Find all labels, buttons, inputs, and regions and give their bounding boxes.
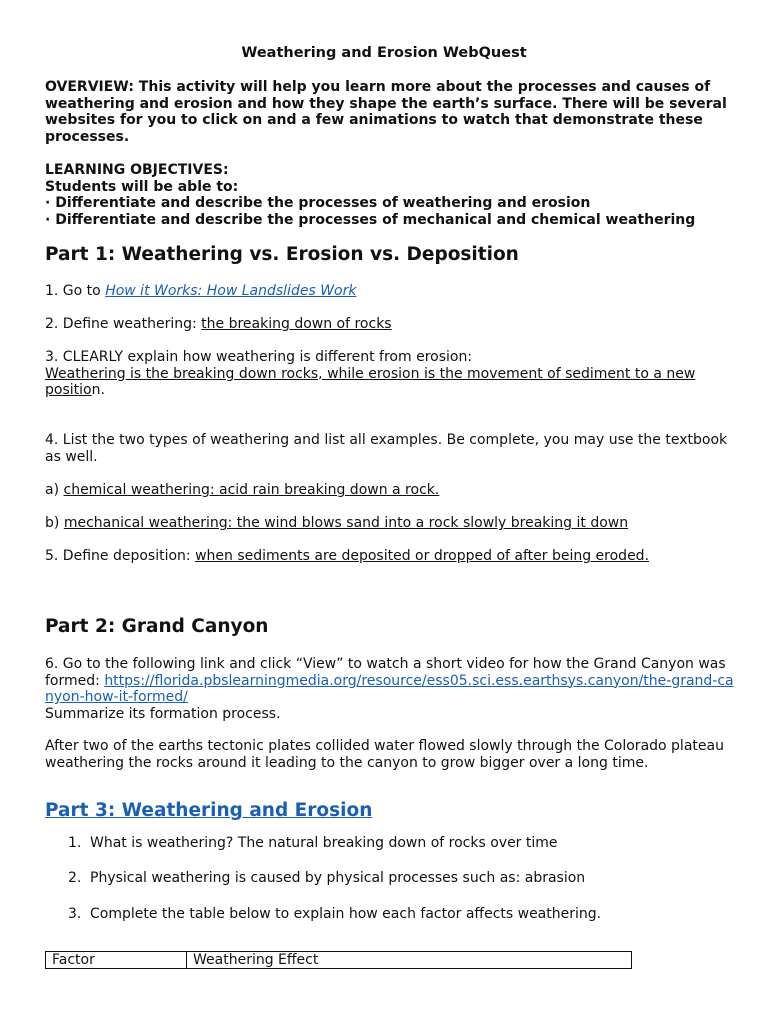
objectives-intro: Students will be able to: xyxy=(45,178,239,195)
question-6-text: 6. Go to the following link and click “View” to watch a short video for how the Grand Canyon was formed: xyxy=(45,656,726,689)
question-4a-prefix: a) xyxy=(45,482,64,498)
list-item-text: Physical weathering is caused by physical processes such as: abrasion xyxy=(90,870,586,886)
question-4b xyxy=(45,515,735,532)
question-6-answer: After two of the earths tectonic plates collided water flowed slowly through the Colorado plateau weathering the rocks around it leading to the canyon to grow bigger over a long time. xyxy=(45,738,724,771)
question-6-instruction: Summarize its formation process. xyxy=(45,705,281,722)
question-1 xyxy=(45,283,735,300)
question-4b-prefix: b) xyxy=(45,515,64,531)
question-3-answer-tail: n. xyxy=(91,382,105,399)
question-5-answer: when sediments are deposited or dropped of after being eroded. xyxy=(195,548,650,564)
document-title: Weathering and Erosion WebQuest xyxy=(241,45,527,61)
question-3 xyxy=(45,349,735,399)
objectives-heading: LEARNING OBJECTIVES: xyxy=(45,162,229,178)
list-item xyxy=(68,906,601,922)
question-5-prefix: 5. Define deposition: xyxy=(45,548,196,564)
landslides-link[interactable]: How it Works: How Landslides Work xyxy=(105,283,357,299)
part1-heading: Part 1: Weathering vs. Erosion vs. Deposition xyxy=(45,244,519,265)
question-5 xyxy=(45,548,735,565)
list-item-number: 1. xyxy=(68,835,82,851)
list-item-text: Complete the table below to explain how each factor affects weathering. xyxy=(90,906,602,922)
question-3-answer: Weathering is the breaking down rocks, while erosion is the movement of sediment to a new xyxy=(45,365,696,382)
part2-heading: Part 2: Grand Canyon xyxy=(45,616,269,637)
question-4b-answer: mechanical weathering: the wind blows sand into a rock slowly breaking it down xyxy=(63,515,629,531)
table-header-effect: Weathering Effect xyxy=(187,952,632,969)
table-header-row xyxy=(46,952,632,969)
part3-heading[interactable]: Part 3: Weathering and Erosion xyxy=(45,800,373,821)
question-2-answer: the breaking down of rocks xyxy=(201,316,392,332)
objective-item: · Differentiate and describe the processes of mechanical and chemical weathering xyxy=(45,211,696,228)
question-6 xyxy=(45,656,735,722)
question-4a xyxy=(45,482,735,499)
objective-item: · Differentiate and describe the processes of weathering and erosion xyxy=(45,195,591,212)
question-3-text: 3. CLEARLY explain how weathering is different from erosion: xyxy=(45,349,473,365)
overview-paragraph: OVERVIEW: This activity will help you learn more about the processes and causes of weathering and erosion and how they shape the earth’s surface. There will be several websites for you to click on and a few animations to watch that demonstrate these processes. xyxy=(45,79,727,145)
list-item-number: 3. xyxy=(68,906,82,922)
list-item-number: 2. xyxy=(68,870,82,886)
question-1-prefix: 1. Go to xyxy=(45,283,106,299)
question-2-prefix: 2. Define weathering: xyxy=(45,316,202,332)
grand-canyon-link[interactable]: https://florida.pbslearningmedia.org/resource/ess05.sci.ess.earthsys.canyon/the-grand-canyon-how-it-formed/ xyxy=(45,672,734,706)
list-item-text: What is weathering? The natural breaking down of rocks over time xyxy=(90,835,558,851)
table-header-factor: Factor xyxy=(46,952,187,969)
factor-table xyxy=(45,951,632,969)
question-4: 4. List the two types of weathering and list all examples. Be complete, you may use the textbook as well. xyxy=(45,432,728,465)
learning-objectives xyxy=(45,162,735,228)
question-3-answer-cont: positio xyxy=(45,382,92,399)
question-4a-answer: chemical weathering: acid rain breaking down a rock. xyxy=(63,482,440,498)
list-item xyxy=(68,835,558,851)
list-item xyxy=(68,870,585,886)
question-2 xyxy=(45,316,735,333)
